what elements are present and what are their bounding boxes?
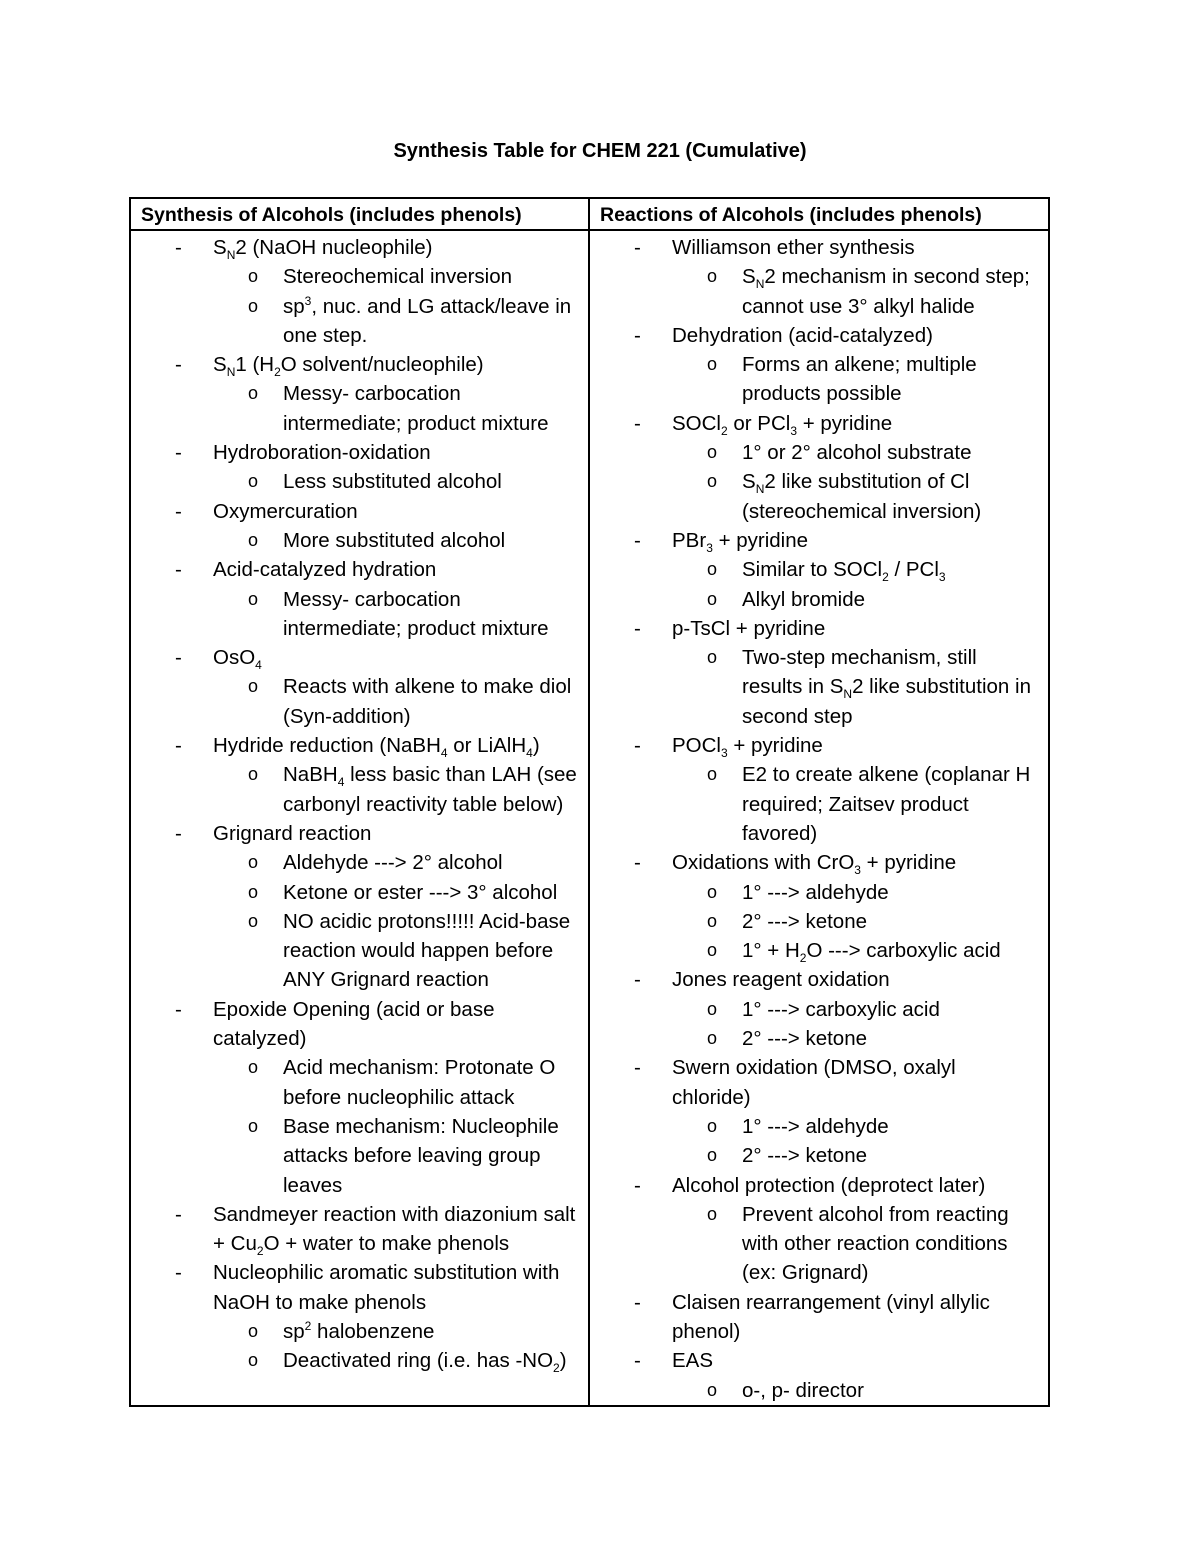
sub-list-item (590, 1376, 1048, 1405)
list-item (131, 555, 588, 584)
dash-bullet: - (175, 353, 182, 377)
item-text: Less substituted alcohol (283, 470, 502, 494)
list-item (131, 438, 588, 467)
circle-bullet: o (248, 471, 259, 492)
list-item (131, 350, 588, 379)
header-synthesis-of-alcohols: Synthesis of Alcohols (includes phenols) (130, 198, 589, 230)
dash-bullet: - (634, 616, 641, 640)
dash-bullet: - (175, 734, 182, 758)
circle-bullet: o (248, 910, 259, 931)
sub-list-item (131, 467, 588, 496)
item-text: $S_N2$ like substitution of Cl (stereochemical inversion) (742, 470, 982, 523)
item-text: Williamson ether synthesis (672, 236, 915, 259)
dash-bullet: - (634, 851, 641, 875)
circle-bullet: o (248, 383, 259, 404)
sub-list-item (590, 936, 1048, 965)
circle-bullet: o (707, 442, 718, 463)
item-text: $S_N1$ ($H_2O$ solvent/nucleophile) (213, 353, 484, 380)
item-text: Nucleophilic aromatic substitution with NaOH to make phenols (213, 1261, 560, 1314)
circle-bullet: o (248, 1320, 259, 1341)
dash-bullet: - (175, 499, 182, 523)
dash-bullet: - (175, 441, 182, 465)
item-text: $S_N2$ mechanism in second step; cannot use 3° alkyl halide (742, 265, 1030, 318)
circle-bullet: o (248, 852, 259, 873)
item-text: SOCl$_2$ or PCl$_3$ + pyridine (672, 411, 893, 438)
circle-bullet: o (707, 559, 718, 580)
sub-list-item (131, 379, 588, 438)
synthesis-column (130, 230, 589, 1406)
item-text: Aldehyde ---> 2° alcohol (283, 851, 503, 875)
circle-bullet: o (248, 1350, 259, 1371)
circle-bullet: o (707, 998, 718, 1019)
list-item (590, 409, 1048, 438)
item-text: NO acidic protons!!!!! Acid-base reaction would happen before ANY Grignard reaction (283, 909, 571, 992)
dash-bullet: - (175, 646, 182, 670)
table-body-row (130, 230, 1049, 1406)
dash-bullet: - (634, 1173, 641, 1197)
sub-list-item (590, 760, 1048, 848)
list-item (131, 497, 588, 526)
circle-bullet: o (707, 881, 718, 902)
header-reactions-of-alcohols: Reactions of Alcohols (includes phenols) (589, 198, 1049, 230)
sub-list-item (131, 1053, 588, 1112)
dash-bullet: - (175, 558, 182, 582)
item-text: Acid-catalyzed hydration (213, 558, 437, 582)
item-text: Messy- carbocation intermediate; product mixture (283, 382, 549, 435)
item-text: Epoxide Opening (acid or base catalyzed) (213, 997, 495, 1051)
item-text: Alcohol protection (deprotect later) (672, 1173, 986, 1197)
dash-bullet: - (634, 1290, 641, 1314)
list-item (131, 1258, 588, 1317)
dash-bullet: - (634, 236, 641, 259)
item-text: Similar to SOCl$_2$ / PCl$_3$ (742, 558, 946, 585)
circle-bullet: o (248, 764, 259, 785)
item-text: Dehydration (acid-catalyzed) (672, 323, 933, 347)
list-item (590, 233, 1048, 262)
sub-list-item (590, 350, 1048, 409)
list-item (590, 614, 1048, 643)
sub-list-item (131, 1112, 588, 1200)
dash-bullet: - (634, 1349, 641, 1373)
sub-list-item (131, 526, 588, 555)
dash-bullet: - (634, 528, 641, 552)
list-item (131, 1200, 588, 1259)
sub-list-item (590, 1024, 1048, 1053)
circle-bullet: o (707, 471, 718, 492)
item-text: Prevent alcohol from reacting with other reaction conditions (ex: Grignard) (742, 1202, 1009, 1285)
dash-bullet: - (634, 1056, 641, 1080)
item-text: Forms an alkene; multiple products possible (742, 353, 977, 406)
list-item (590, 1053, 1048, 1112)
sub-list-item (590, 1112, 1048, 1141)
list-item (590, 1171, 1048, 1200)
item-text: Swern oxidation (DMSO, oxalyl chloride) (672, 1056, 956, 1109)
item-text: OsO$_4$ (213, 646, 262, 673)
item-text: 1° ---> aldehyde (742, 1114, 889, 1138)
sub-list-item (131, 878, 588, 907)
item-text: $sp^2$ halobenzene (283, 1319, 435, 1343)
item-text: Two-step mechanism, still results in $S_N2$ like substitution in second step (742, 646, 1031, 728)
circle-bullet: o (248, 1115, 259, 1136)
synthesis-table (129, 197, 1050, 1407)
sub-list-item (590, 438, 1048, 467)
circle-bullet: o (707, 1028, 718, 1049)
circle-bullet: o (248, 266, 259, 287)
item-text: o-, p- director (742, 1378, 864, 1402)
list-item (590, 965, 1048, 994)
sub-list-item (131, 760, 588, 819)
item-text: 2° ---> ketone (742, 1144, 867, 1168)
circle-bullet: o (707, 647, 718, 668)
item-text: Oxidations with CrO$_3$ + pyridine (672, 851, 957, 878)
item-text: 1° ---> carboxylic acid (742, 997, 940, 1021)
circle-bullet: o (248, 881, 259, 902)
item-text: NaBH$_4$ less basic than LAH (see carbonyl reactivity table below) (283, 763, 577, 816)
reactions-column (589, 230, 1049, 1406)
list-item (590, 526, 1048, 555)
item-text: PBr$_3$ + pyridine (672, 528, 809, 556)
item-text: $S_N2$ (NaOH nucleophile) (213, 236, 433, 263)
item-text: Hydroboration-oxidation (213, 441, 431, 465)
dash-bullet: - (175, 997, 182, 1021)
list-item (131, 995, 588, 1054)
sub-list-item (590, 1200, 1048, 1288)
list-item (131, 233, 588, 262)
dash-bullet: - (634, 323, 641, 347)
item-text: Ketone or ester ---> 3° alcohol (283, 880, 558, 904)
item-text: p-TsCl + pyridine (672, 616, 826, 640)
list-item (590, 1288, 1048, 1347)
table-header-row (130, 198, 1049, 230)
item-text: Hydride reduction (NaBH$_4$ or LiAlH$_4$) (213, 734, 540, 761)
sub-list-item (590, 585, 1048, 614)
circle-bullet: o (707, 1379, 718, 1400)
list-item (590, 321, 1048, 350)
dash-bullet: - (175, 236, 182, 259)
item-text: Reacts with alkene to make diol (Syn-addition) (283, 675, 572, 728)
item-text: Jones reagent oxidation (672, 968, 890, 992)
item-text: Base mechanism: Nucleophile attacks before leaving group leaves (283, 1114, 559, 1197)
sub-list-item (590, 262, 1048, 321)
circle-bullet: o (707, 1145, 718, 1166)
item-text: POCl$_3$ + pyridine (672, 734, 823, 761)
item-text: Sandmeyer reaction with diazonium salt + $Cu_2O$ + water to make phenols (213, 1202, 576, 1259)
sub-list-item (131, 672, 588, 731)
sub-list-item (590, 643, 1048, 731)
item-text: Alkyl bromide (742, 587, 866, 611)
circle-bullet: o (707, 1115, 718, 1136)
list-item (590, 731, 1048, 760)
circle-bullet: o (707, 940, 718, 961)
sub-list-item (590, 1141, 1048, 1170)
dash-bullet: - (175, 821, 182, 845)
circle-bullet: o (707, 588, 718, 609)
circle-bullet: o (248, 1057, 259, 1078)
circle-bullet: o (707, 764, 718, 785)
sub-list-item (131, 1346, 588, 1375)
sub-list-item (590, 555, 1048, 584)
list-item (590, 848, 1048, 877)
item-text: $sp^3$, nuc. and LG attack/leave in one step. (283, 293, 572, 347)
item-text: Messy- carbocation intermediate; product mixture (283, 587, 549, 640)
item-text: Acid mechanism: Protonate O before nucleophilic attack (283, 1056, 556, 1109)
dash-bullet: - (634, 411, 641, 435)
sub-list-item (590, 907, 1048, 936)
item-text: Grignard reaction (213, 821, 372, 845)
list-item (131, 731, 588, 760)
sub-list-item (131, 848, 588, 877)
sub-list-item (590, 878, 1048, 907)
list-item (131, 643, 588, 672)
sub-list-item (131, 292, 588, 351)
circle-bullet: o (248, 295, 259, 316)
circle-bullet: o (248, 529, 259, 550)
sub-list-item (131, 585, 588, 644)
item-text: More substituted alcohol (283, 528, 506, 552)
item-text: 1° or 2° alcohol substrate (742, 441, 972, 465)
sub-list-item (131, 907, 588, 995)
circle-bullet: o (707, 354, 718, 375)
item-text: 2° ---> ketone (742, 909, 867, 933)
item-text: Deactivated ring (i.e. has $-NO_2$) (283, 1349, 567, 1376)
circle-bullet: o (707, 910, 718, 931)
item-text: 2° ---> ketone (742, 1027, 867, 1051)
synthesis-list (131, 233, 588, 1376)
sub-list-item (590, 467, 1048, 526)
list-item (131, 819, 588, 848)
sub-list-item (131, 262, 588, 291)
circle-bullet: o (248, 588, 259, 609)
page-title: Synthesis Table for CHEM 221 (Cumulative) (393, 140, 807, 162)
item-text: Claisen rearrangement (vinyl allylic phenol) (672, 1290, 990, 1343)
item-text: Stereochemical inversion (283, 265, 513, 289)
dash-bullet: - (634, 968, 641, 992)
dash-bullet: - (175, 1202, 182, 1226)
item-text: 1° ---> aldehyde (742, 880, 889, 904)
circle-bullet: o (707, 266, 718, 287)
sub-list-item (590, 995, 1048, 1024)
dash-bullet: - (634, 734, 641, 758)
item-text: $1^\circ + H_2O$ ---> carboxylic acid (742, 939, 1001, 966)
dash-bullet: - (175, 1261, 182, 1285)
item-text: Oxymercuration (213, 499, 358, 523)
item-text: EAS (672, 1349, 714, 1373)
circle-bullet: o (248, 676, 259, 697)
item-text: E2 to create alkene (coplanar H required; Zaitsev product favored) (742, 763, 1031, 845)
sub-list-item (131, 1317, 588, 1346)
circle-bullet: o (707, 1203, 718, 1224)
reactions-list (590, 233, 1048, 1405)
list-item (590, 1346, 1048, 1375)
